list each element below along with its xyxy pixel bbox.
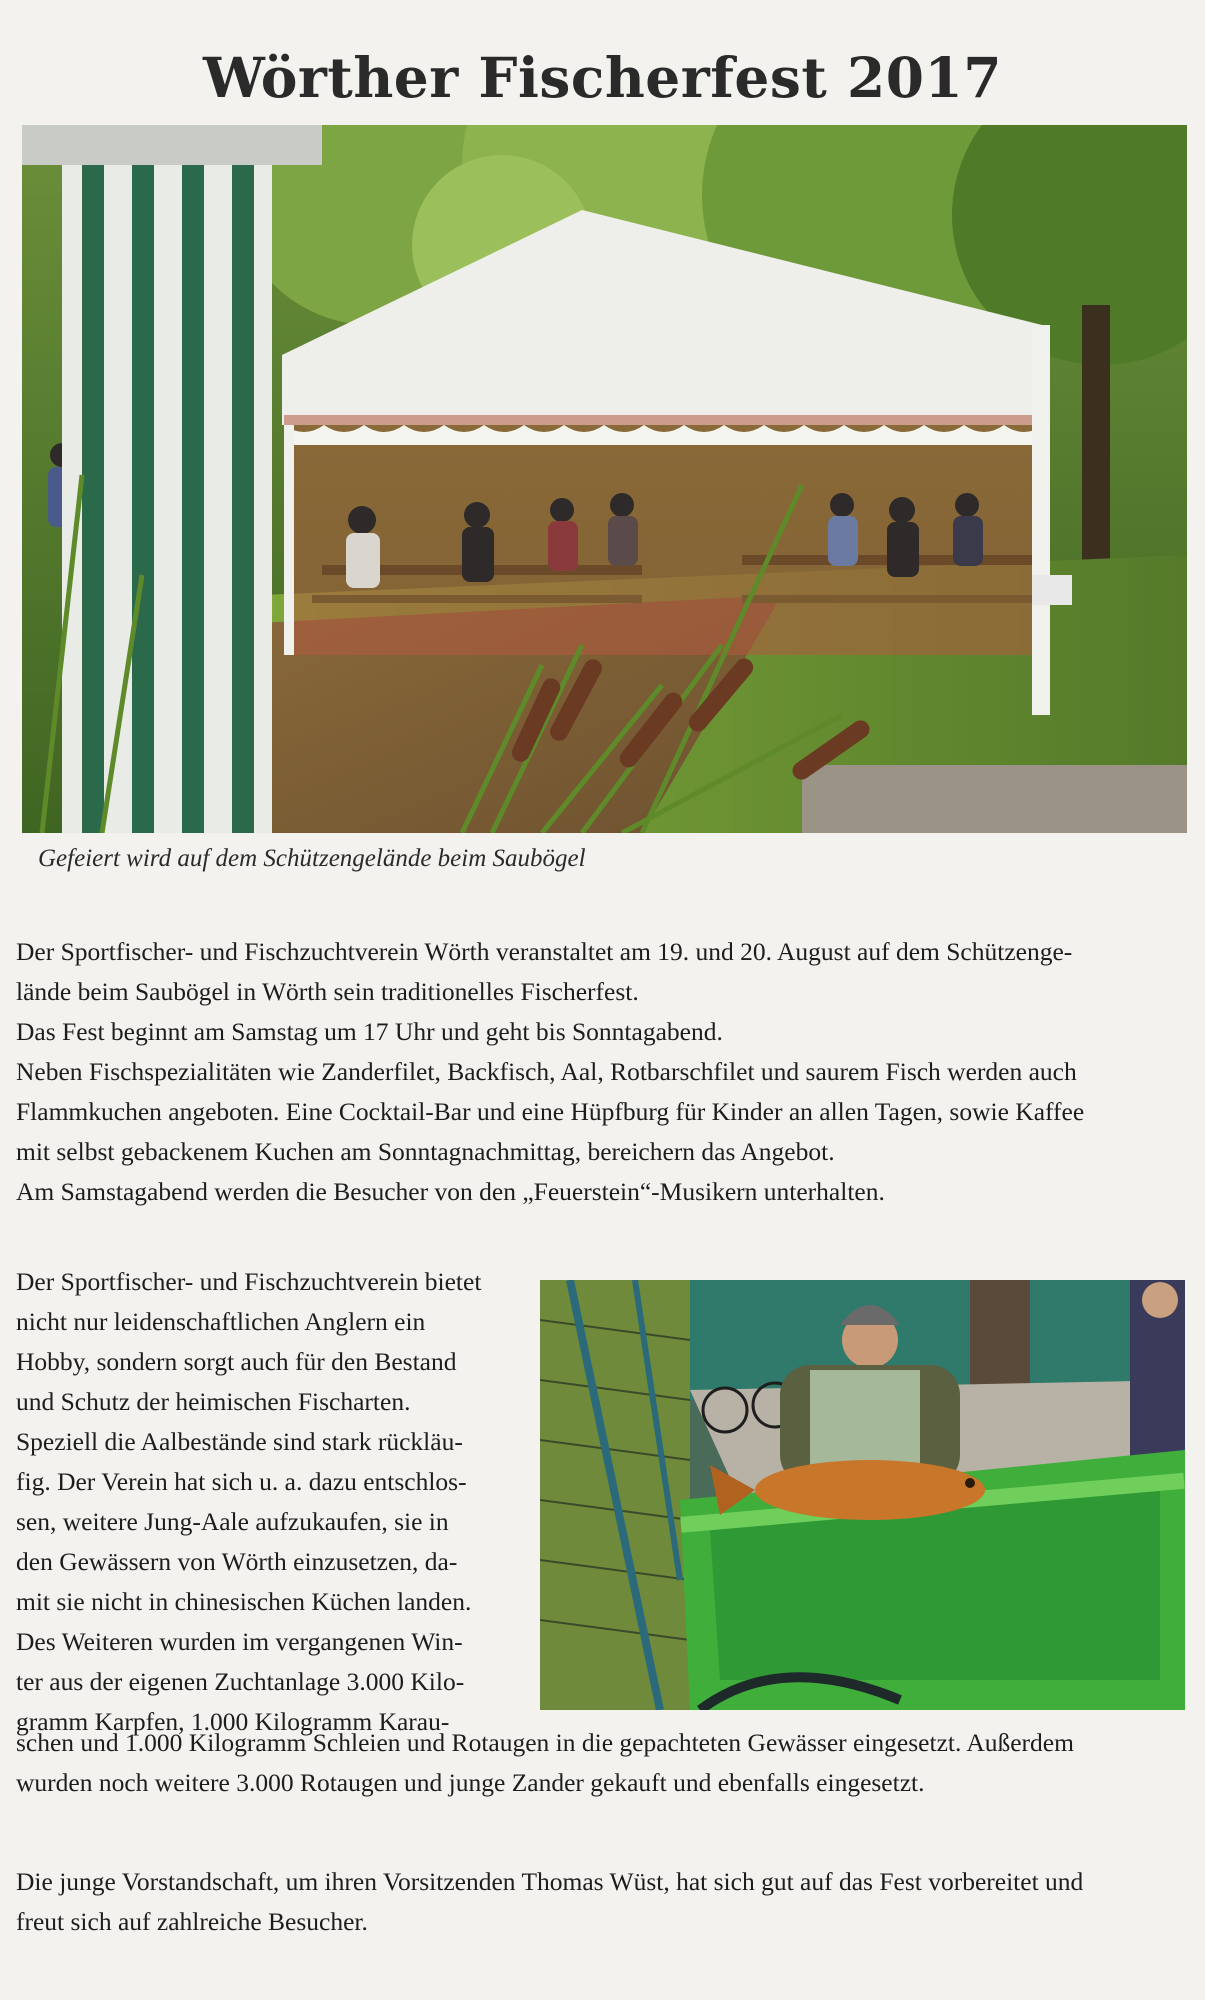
intro-line: Der Sportfischer- und Fischzuchtverein Wörth veranstaltet am 19. und 20. August auf dem Schützenge- (16, 937, 1073, 966)
column-line: Speziell die Aalbestände sind stark rückläu- (16, 1427, 463, 1456)
column-line: fig. Der Verein hat sich u. a. dazu entschlos- (16, 1467, 467, 1496)
photo-caption: Gefeiert wird auf dem Schützengelände beim Saubögel (38, 845, 586, 872)
fisherman-carp-illustration (540, 1280, 1185, 1710)
carp-fish-photo (540, 1280, 1185, 1710)
article-intro (16, 932, 1186, 1212)
intro-line: mit selbst gebackenem Kuchen am Sonntagnachmittag, bereichern das Angebot. (16, 1137, 835, 1166)
column-line: und Schutz der heimischen Fischarten. (16, 1387, 411, 1416)
intro-line: Das Fest beginnt am Samstag um 17 Uhr und geht bis Sonntagabend. (16, 1017, 723, 1046)
column-line: nicht nur leidenschaftlichen Anglern ein (16, 1307, 426, 1336)
intro-line: Neben Fischspezialitäten wie Zanderfilet, Backfisch, Aal, Rotbarschfilet und saurem Fisch werden auch (16, 1057, 1077, 1086)
column-line: den Gewässern von Wörth einzusetzen, da- (16, 1547, 458, 1576)
festival-tent-illustration (22, 125, 1187, 833)
continuation-line: wurden noch weitere 3.000 Rotaugen und junge Zander gekauft und ebenfalls eingesetzt. (16, 1768, 925, 1797)
intro-line: Am Samstagabend werden die Besucher von den „Feuerstein“-Musikern unterhalten. (16, 1177, 885, 1206)
column-line: mit sie nicht in chinesischen Küchen landen. (16, 1587, 472, 1616)
column-line: Der Sportfischer- und Fischzuchtverein bietet (16, 1267, 482, 1296)
intro-line: Flammkuchen angeboten. Eine Cocktail-Bar und eine Hüpfburg für Kinder an allen Tagen, sowie Kaffee (16, 1097, 1085, 1126)
column-line: Des Weiteren wurden im vergangenen Win- (16, 1627, 463, 1656)
continuation-line: schen und 1.000 Kilogramm Schleien und Rotaugen in die gepachteten Gewässer eingesetzt. Außerdem (16, 1728, 1074, 1757)
festival-tent-photo (22, 125, 1187, 833)
intro-line: lände beim Saubögel in Wörth sein traditionelles Fischerfest. (16, 977, 639, 1006)
article-continuation (16, 1723, 1186, 1803)
article-closing (16, 1862, 1186, 1942)
column-line: ter aus der eigenen Zuchtanlage 3.000 Kilo- (16, 1667, 465, 1696)
article-column (16, 1262, 526, 1742)
column-line: Hobby, sondern sorgt auch für den Bestand (16, 1347, 457, 1376)
column-line: sen, weitere Jung-Aale aufzukaufen, sie in (16, 1507, 449, 1536)
article-headline: Wörther Fischerfest 2017 (202, 44, 1003, 110)
closing-line: Die junge Vorstandschaft, um ihren Vorsitzenden Thomas Wüst, hat sich gut auf das Fest vorbereitet und (16, 1867, 1084, 1896)
column-line: gramm Karpfen, 1.000 Kilogramm Karau- (16, 1707, 450, 1736)
closing-line: freut sich auf zahlreiche Besucher. (16, 1907, 368, 1936)
